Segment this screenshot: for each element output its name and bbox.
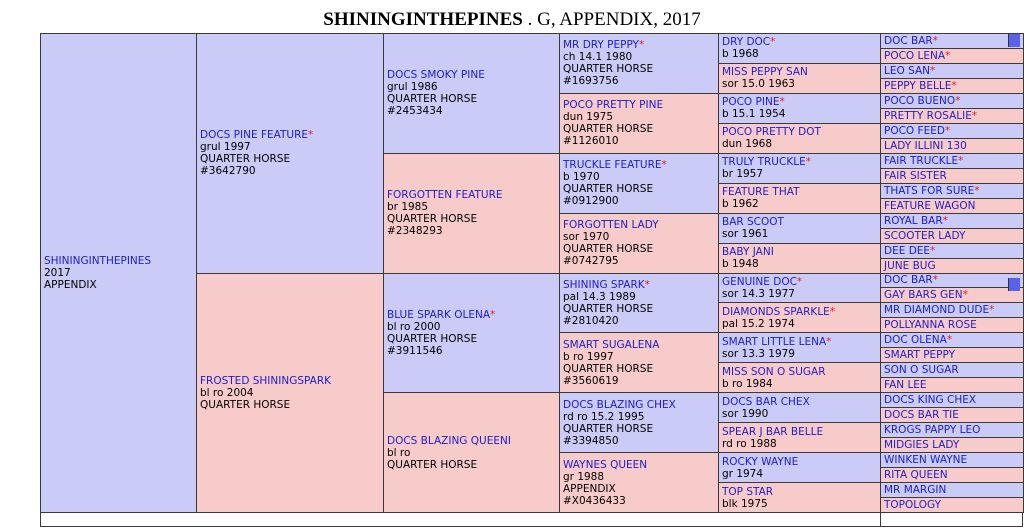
pedigree-cell-g1-0 bbox=[196, 33, 384, 274]
horse-detail: QUARTER HORSE bbox=[387, 93, 478, 106]
horse-detail: b 1962 bbox=[722, 198, 759, 211]
pedigree-cell-g3-7 bbox=[559, 452, 719, 513]
star-icon: * bbox=[779, 96, 785, 109]
horse-name-link[interactable]: POLLYANNA ROSE bbox=[884, 319, 977, 332]
pedigree-cell-g5-30 bbox=[880, 482, 1024, 498]
horse-name-link[interactable]: DOC BAR bbox=[884, 274, 933, 287]
horse-name-link[interactable]: DEE DEE bbox=[884, 244, 931, 257]
pedigree-cell-g4-7 bbox=[718, 243, 881, 274]
horse-detail: gr 1988 bbox=[563, 470, 605, 483]
pedigree-cell-g4-6 bbox=[718, 213, 881, 244]
horse-detail: APPENDIX bbox=[44, 279, 97, 291]
pedigree-cell-g4-3 bbox=[718, 123, 881, 154]
horse-detail: #3911546 bbox=[387, 344, 443, 357]
star-icon: * bbox=[944, 124, 951, 137]
horse-name-link[interactable]: WINKEN WAYNE bbox=[884, 454, 968, 467]
pedigree-cell-g5-14 bbox=[880, 243, 1024, 259]
star-icon: * bbox=[638, 39, 645, 52]
horse-detail: #X0436433 bbox=[563, 494, 626, 507]
pedigree-cell-g5-9 bbox=[880, 168, 1024, 184]
pedigree-cell-g5-25 bbox=[880, 407, 1024, 423]
horse-detail: #2453434 bbox=[387, 105, 443, 118]
star-icon: * bbox=[932, 274, 938, 287]
horse-detail: QUARTER HORSE bbox=[387, 458, 478, 471]
horse-detail: QUARTER HORSE bbox=[563, 243, 654, 256]
pedigree-cell-g5-28 bbox=[880, 452, 1024, 468]
horse-name-link[interactable]: MISS SON O SUGAR bbox=[722, 365, 826, 378]
horse-name-link[interactable]: SCOOTER LADY bbox=[884, 229, 966, 242]
horse-detail: QUARTER HORSE bbox=[387, 332, 478, 345]
horse-name-link[interactable]: POCO PRETTY PINE bbox=[563, 99, 664, 112]
horse-name-link[interactable]: BLUE SPARK OLENA bbox=[387, 308, 491, 321]
pedigree-cell-g5-13 bbox=[880, 228, 1024, 244]
horse-name-link[interactable]: DOCS PINE FEATURE bbox=[200, 129, 309, 142]
horse-detail: grul 1997 bbox=[200, 141, 251, 154]
bottom-strip bbox=[40, 512, 1023, 527]
horse-detail: b 1970 bbox=[563, 171, 600, 184]
horse-detail: br 1985 bbox=[387, 201, 429, 214]
pedigree-cell-g3-4 bbox=[559, 273, 719, 334]
horse-detail: dun 1975 bbox=[563, 111, 614, 124]
horse-detail: sor 1990 bbox=[722, 407, 769, 420]
horse-name-link[interactable]: FAN LEE bbox=[884, 379, 927, 392]
pedigree-cell-g4-2 bbox=[718, 93, 881, 124]
star-icon: * bbox=[962, 289, 968, 302]
pedigree-cell-g3-1 bbox=[559, 93, 719, 154]
pedigree-cell-g4-13 bbox=[718, 422, 881, 453]
star-icon: * bbox=[989, 304, 995, 317]
horse-detail: QUARTER HORSE bbox=[387, 213, 478, 226]
pedigree-cell-g2-2 bbox=[383, 273, 560, 394]
horse-name-link[interactable]: LADY ILLINI 130 bbox=[884, 139, 967, 152]
horse-detail: #2810420 bbox=[563, 314, 619, 327]
horse-name-link[interactable]: PEPPY BELLE bbox=[884, 79, 952, 92]
horse-detail: QUARTER HORSE bbox=[563, 302, 654, 315]
horse-name-link[interactable]: SMART PEPPY bbox=[884, 349, 956, 362]
pedigree-cell-g2-0 bbox=[383, 33, 560, 154]
pedigree-cell-g5-10 bbox=[880, 183, 1024, 199]
pedigree-cell-g5-15 bbox=[880, 258, 1024, 274]
horse-name-link[interactable]: SHINING SPARK bbox=[563, 278, 645, 291]
horse-name-link[interactable]: ROCKY WAYNE bbox=[722, 455, 799, 468]
horse-detail: sor 14.3 1977 bbox=[722, 287, 795, 300]
star-icon: * bbox=[951, 79, 957, 92]
star-icon: * bbox=[932, 34, 938, 47]
horse-name-link[interactable]: PRETTY ROSALIE bbox=[884, 109, 972, 122]
horse-name-link[interactable]: SMART LITTLE LENA bbox=[722, 335, 827, 348]
horse-detail: pal 14.3 1989 bbox=[563, 290, 636, 303]
horse-detail: sor 15.0 1963 bbox=[722, 78, 795, 91]
pedigree-cell-g5-22 bbox=[880, 362, 1024, 378]
pedigree-cell-g5-26 bbox=[880, 422, 1024, 438]
pedigree-cell-g5-11 bbox=[880, 198, 1024, 214]
horse-detail: APPENDIX bbox=[563, 482, 616, 495]
title-horse-name: SHININGINTHEPINES bbox=[323, 9, 523, 30]
pedigree-cell-g5-5 bbox=[880, 108, 1024, 124]
horse-name-link[interactable]: POCO FEED bbox=[884, 124, 945, 137]
horse-name-link[interactable]: TRULY TRUCKLE bbox=[722, 156, 806, 169]
star-icon: * bbox=[661, 159, 667, 172]
horse-name-link[interactable]: FEATURE WAGON bbox=[884, 199, 976, 212]
horse-detail: bl ro 2004 bbox=[200, 386, 254, 399]
corner-marker-1 bbox=[1008, 278, 1020, 291]
page-title bbox=[0, 9, 1024, 31]
horse-name-link[interactable]: POCO PINE bbox=[722, 96, 780, 109]
pedigree-cell-g4-4 bbox=[718, 153, 881, 184]
horse-name-link[interactable]: POCO PRETTY DOT bbox=[722, 126, 821, 139]
horse-detail: QUARTER HORSE bbox=[563, 63, 654, 76]
horse-name-link[interactable]: DOCS BAR CHEX bbox=[722, 395, 810, 408]
star-icon: * bbox=[644, 278, 650, 291]
horse-name-link[interactable]: GAY BARS GEN bbox=[884, 289, 963, 302]
horse-detail: b 15.1 1954 bbox=[722, 108, 786, 121]
pedigree-cell-g3-3 bbox=[559, 213, 719, 274]
horse-detail: 2017 bbox=[44, 267, 71, 279]
horse-detail: sor 13.3 1979 bbox=[722, 347, 795, 360]
pedigree-cell-g4-11 bbox=[718, 362, 881, 393]
pedigree-cell-g5-0 bbox=[880, 33, 1024, 49]
pedigree-cell-g5-19 bbox=[880, 317, 1024, 333]
pedigree-cell-g4-10 bbox=[718, 332, 881, 363]
star-icon: * bbox=[942, 214, 948, 227]
pedigree-cell-g5-4 bbox=[880, 93, 1024, 109]
horse-name-link[interactable]: THATS FOR SURE bbox=[884, 184, 975, 197]
horse-detail: b ro 1984 bbox=[722, 377, 773, 390]
pedigree-cell-g5-18 bbox=[880, 302, 1024, 318]
pedigree-cell-g3-5 bbox=[559, 332, 719, 393]
pedigree-cell-g5-27 bbox=[880, 437, 1024, 453]
horse-name-link[interactable]: ROYAL BAR bbox=[884, 214, 943, 227]
horse-name-link[interactable]: SON O SUGAR bbox=[884, 364, 959, 377]
pedigree-cell-g4-15 bbox=[718, 482, 881, 513]
horse-detail: #1693756 bbox=[563, 75, 619, 88]
horse-name-link[interactable]: MR MARGIN bbox=[884, 484, 947, 497]
horse-detail: b 1948 bbox=[722, 258, 759, 271]
horse-name-link[interactable]: GENUINE DOC bbox=[722, 275, 797, 288]
pedigree-cell-g4-9 bbox=[718, 302, 881, 333]
horse-name-link[interactable]: KROGS PAPPY LEO bbox=[884, 424, 981, 437]
horse-name-link[interactable]: FAIR TRUCKLE bbox=[884, 154, 959, 167]
pedigree-cell-g4-5 bbox=[718, 183, 881, 214]
pedigree-cell-g5-24 bbox=[880, 392, 1024, 408]
star-icon: * bbox=[829, 305, 836, 318]
pedigree-cell-g4-8 bbox=[718, 273, 881, 304]
pedigree-cell-g3-6 bbox=[559, 392, 719, 453]
horse-detail: sor 1961 bbox=[722, 228, 769, 241]
horse-name-link[interactable]: WAYNES QUEEN bbox=[563, 458, 648, 471]
horse-name-link[interactable]: FEATURE THAT bbox=[722, 186, 800, 199]
pedigree-cell-g5-1 bbox=[880, 48, 1024, 64]
pedigree-cell-g5-3 bbox=[880, 78, 1024, 94]
pedigree-cell-g4-0 bbox=[718, 33, 881, 64]
horse-name-link[interactable]: DOC OLENA bbox=[884, 334, 947, 347]
star-icon: * bbox=[971, 109, 978, 122]
horse-detail: QUARTER HORSE bbox=[200, 398, 291, 411]
horse-detail: br 1957 bbox=[722, 168, 764, 181]
horse-name-link[interactable]: DOCS SMOKY PINE bbox=[387, 69, 485, 82]
horse-name-link[interactable]: FORGOTTEN LADY bbox=[563, 219, 659, 232]
horse-detail: dun 1968 bbox=[722, 138, 773, 151]
horse-name-link[interactable]: DIAMONDS SPARKLE bbox=[722, 305, 830, 318]
pedigree-cell-g2-3 bbox=[383, 392, 560, 513]
horse-detail: QUARTER HORSE bbox=[563, 183, 654, 196]
pedigree-cell-g1-1 bbox=[196, 273, 384, 514]
star-icon: * bbox=[308, 129, 314, 142]
star-icon: * bbox=[945, 49, 951, 62]
horse-name-link[interactable]: DRY DOC bbox=[722, 36, 771, 49]
pedigree-cell-g5-23 bbox=[880, 377, 1024, 393]
pedigree-cell-g4-1 bbox=[718, 63, 881, 94]
horse-name-link[interactable]: MISS PEPPY SAN bbox=[722, 66, 808, 79]
pedigree-cell-g5-31 bbox=[880, 497, 1024, 513]
horse-detail: ch 14.1 1980 bbox=[563, 51, 633, 64]
pedigree-cell-g5-16 bbox=[880, 273, 1024, 289]
pedigree-cell-g3-0 bbox=[559, 33, 719, 94]
star-icon: * bbox=[974, 184, 980, 197]
horse-name-link[interactable]: MIDGIES LADY bbox=[884, 439, 960, 452]
horse-detail: bl ro bbox=[387, 446, 411, 459]
horse-name-link[interactable]: DOC BAR bbox=[884, 34, 933, 47]
horse-detail: gr 1974 bbox=[722, 467, 764, 480]
star-icon: * bbox=[770, 36, 776, 49]
star-icon: * bbox=[958, 154, 964, 167]
horse-name-link[interactable]: SHININGINTHEPINES bbox=[44, 255, 152, 267]
bottom-strip-divider bbox=[880, 512, 881, 527]
horse-detail: QUARTER HORSE bbox=[200, 153, 291, 166]
horse-name-link[interactable]: TOPOLOGY bbox=[884, 499, 942, 512]
horse-name-link[interactable]: DOCS BAR TIE bbox=[884, 409, 959, 422]
horse-name-link[interactable]: TOP STAR bbox=[722, 485, 774, 498]
star-icon: * bbox=[930, 244, 936, 257]
horse-detail: b ro 1997 bbox=[563, 350, 614, 363]
pedigree-cell-g4-14 bbox=[718, 452, 881, 483]
horse-name-link[interactable]: SPEAR J BAR BELLE bbox=[722, 425, 824, 438]
horse-detail: QUARTER HORSE bbox=[563, 362, 654, 375]
horse-name-link[interactable]: LEO SAN bbox=[884, 64, 930, 77]
horse-name-link[interactable]: DOCS BLAZING CHEX bbox=[563, 398, 676, 411]
horse-detail: #2348293 bbox=[387, 225, 443, 238]
horse-detail: sor 1970 bbox=[563, 231, 610, 244]
horse-detail: bl ro 2000 bbox=[387, 320, 441, 333]
corner-marker-0 bbox=[1008, 34, 1020, 47]
horse-detail: b 1968 bbox=[722, 48, 759, 61]
star-icon: * bbox=[490, 308, 496, 321]
horse-name-link[interactable]: TRUCKLE FEATURE bbox=[563, 159, 662, 172]
horse-name-link[interactable]: JUNE BUG bbox=[884, 259, 936, 272]
star-icon: * bbox=[955, 94, 961, 107]
star-icon: * bbox=[805, 156, 811, 169]
horse-name-link[interactable]: FAIR SISTER bbox=[884, 169, 947, 182]
horse-name-link[interactable]: FORGOTTEN FEATURE bbox=[387, 189, 503, 202]
horse-name-link[interactable]: SMART SUGALENA bbox=[563, 338, 660, 351]
horse-detail: #3560619 bbox=[563, 374, 619, 387]
horse-name-link[interactable]: DOCS BLAZING QUEENI bbox=[387, 434, 511, 447]
horse-name-link[interactable]: RITA QUEEN bbox=[884, 469, 948, 482]
star-icon: * bbox=[826, 335, 832, 348]
pedigree-cell-subject-0 bbox=[40, 33, 197, 513]
pedigree-cell-g5-29 bbox=[880, 467, 1024, 483]
pedigree-cell-g3-2 bbox=[559, 153, 719, 214]
pedigree-cell-g5-12 bbox=[880, 213, 1024, 229]
pedigree-cell-g5-2 bbox=[880, 63, 1024, 79]
horse-detail: #1126010 bbox=[563, 135, 619, 148]
pedigree-cell-g4-12 bbox=[718, 392, 881, 423]
pedigree-cell-g5-7 bbox=[880, 138, 1024, 154]
pedigree-cell-g5-20 bbox=[880, 332, 1024, 348]
horse-name-link[interactable]: BAR SCOOT bbox=[722, 216, 784, 229]
horse-name-link[interactable]: BABY JANI bbox=[722, 246, 774, 259]
star-icon: * bbox=[946, 334, 953, 347]
horse-detail: QUARTER HORSE bbox=[563, 123, 654, 136]
horse-name-link[interactable]: FROSTED SHININGSPARK bbox=[200, 374, 332, 387]
horse-detail: rd ro 1988 bbox=[722, 437, 777, 450]
pedigree-cell-g5-8 bbox=[880, 153, 1024, 169]
title-details: . G, APPENDIX, 2017 bbox=[522, 9, 701, 30]
horse-name-link[interactable]: POCO BUENO bbox=[884, 94, 956, 107]
horse-detail: rd ro 15.2 1995 bbox=[563, 410, 645, 423]
horse-name-link[interactable]: MR DRY PEPPY bbox=[563, 39, 639, 52]
horse-detail: QUARTER HORSE bbox=[563, 422, 654, 435]
horse-detail: #3642790 bbox=[200, 165, 256, 178]
pedigree-cell-g2-1 bbox=[383, 153, 560, 274]
star-icon: * bbox=[796, 275, 803, 288]
horse-detail: #0912900 bbox=[563, 195, 619, 208]
star-icon: * bbox=[929, 64, 936, 77]
horse-detail: pal 15.2 1974 bbox=[722, 317, 795, 330]
horse-detail: #0742795 bbox=[563, 255, 619, 268]
horse-detail: blk 1975 bbox=[722, 497, 768, 510]
horse-name-link[interactable]: MR DIAMOND DUDE bbox=[884, 304, 990, 317]
horse-name-link[interactable]: POCO LENA bbox=[884, 49, 946, 62]
pedigree-cell-g5-21 bbox=[880, 347, 1024, 363]
pedigree-cell-g5-17 bbox=[880, 287, 1024, 303]
pedigree-cell-g5-6 bbox=[880, 123, 1024, 139]
horse-name-link[interactable]: DOCS KING CHEX bbox=[884, 394, 977, 407]
horse-detail: #3394850 bbox=[563, 434, 619, 447]
horse-detail: grul 1986 bbox=[387, 81, 438, 94]
